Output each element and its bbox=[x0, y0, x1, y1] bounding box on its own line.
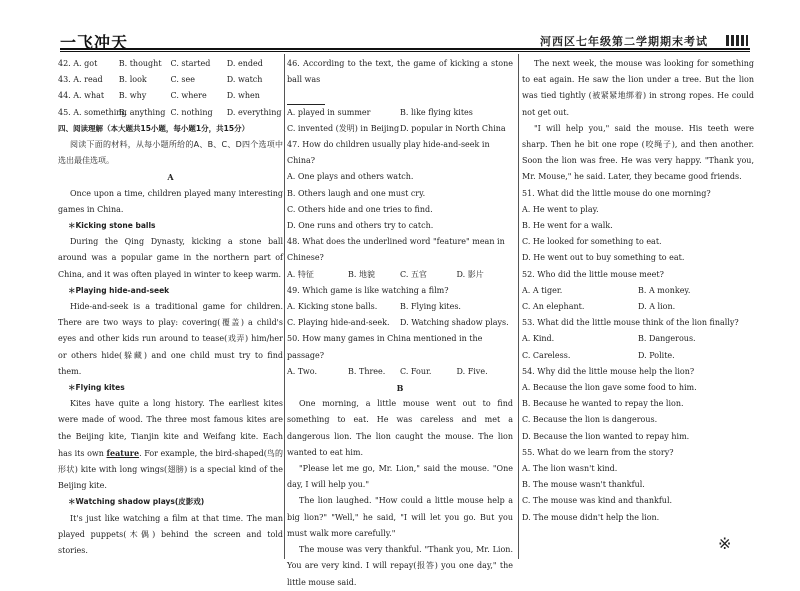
option-d: D. Because the lion wanted to repay him. bbox=[522, 431, 690, 441]
option-c: C. nothing bbox=[170, 107, 213, 117]
option-b: B. anything bbox=[118, 107, 166, 117]
options-row bbox=[287, 105, 513, 121]
story-paragraph: The mouse was very thankful. "Thank you, Mr. Lion. You are very kind. I will repay(报答) you one day," the little mouse said. bbox=[287, 545, 513, 587]
kites-text: Kites have quite a long history. The earliest kites were made of wood. The three most famous kites are the Beijing kite, Tianjin kite and Weifang kite. Each has its own bbox=[58, 399, 283, 458]
option-a: 42. A. got bbox=[58, 59, 98, 68]
option-d: D. ended bbox=[226, 59, 263, 68]
answer-blank bbox=[287, 88, 513, 104]
question-53: 53. What did the little mouse think of the lion finally? bbox=[522, 318, 739, 328]
brand-logo: 一飞冲天 bbox=[60, 33, 129, 52]
question-52: 52. Who did the little mouse meet? bbox=[522, 269, 664, 279]
option-a: A. He went to play. bbox=[522, 204, 599, 214]
options-row bbox=[287, 315, 513, 331]
underlined-word: feature bbox=[106, 447, 140, 458]
option-b: B. The mouse wasn't thankful. bbox=[522, 480, 645, 490]
exam-title: 河西区七年级第二学期期末考试 bbox=[540, 35, 708, 48]
options-row bbox=[522, 348, 754, 364]
option-d: D. He went out to buy something to eat. bbox=[522, 253, 685, 263]
option-b: B. look bbox=[118, 75, 147, 85]
option-d: D. One runs and others try to catch. bbox=[287, 221, 434, 231]
option-c: C. see bbox=[170, 75, 195, 85]
option-c: C. 五官 bbox=[399, 269, 427, 279]
option-c: C. Playing hide-and-seek. bbox=[287, 318, 390, 328]
question-55: 55. What do we learn from the story? bbox=[522, 447, 674, 457]
option-d: D. 影片 bbox=[456, 269, 484, 279]
subheading-kicking: ＊Kicking stone balls bbox=[68, 221, 156, 231]
subheading-shadow: ＊Watching shadow plays(皮影戏) bbox=[68, 497, 205, 507]
story-paragraph: The lion laughed. "How could a little mouse help a big lion?" "Well," he said, "I will let you go. But you must walk more carefully." bbox=[287, 496, 513, 538]
option-b: B. Because he wanted to repay the lion. bbox=[522, 399, 684, 409]
option-a: A. played in summer bbox=[287, 107, 371, 117]
option-d: D. Five. bbox=[456, 366, 488, 376]
option-a: A. Because the lion gave some food to him. bbox=[522, 383, 697, 393]
question-49: 49. Which game is like watching a film? bbox=[287, 285, 449, 295]
question-47: 47. How do children usually play hide-and-seek in China? bbox=[287, 140, 490, 166]
option-d: D. Watching shadow plays. bbox=[400, 318, 509, 328]
option-a: 43. A. read bbox=[58, 75, 103, 85]
option-c: C. where bbox=[170, 91, 207, 101]
section-instructions: 阅读下面的材料，从每小题所给的A、B、C、D四个选项中选出最佳选项。 bbox=[58, 140, 283, 166]
passage-label: A bbox=[167, 172, 174, 183]
option-b: B. why bbox=[118, 91, 147, 101]
header-rule bbox=[60, 48, 750, 50]
question-50: 50. How many games in China mentioned in the passage? bbox=[287, 334, 483, 360]
options-row bbox=[522, 283, 754, 299]
kites-text: . For example, the bird-shaped(鸟的形状) kite with long wings(翅膀) is a special kind of the Beijing kite. bbox=[58, 448, 283, 491]
section-title: 四、阅读理解（本大题共15小题，每小题1分，共15分） bbox=[58, 123, 250, 133]
option-b: B. 地貌 bbox=[348, 269, 375, 279]
option-c: C. The mouse was kind and thankful. bbox=[522, 496, 673, 506]
subheading-kites: ＊Flying kites bbox=[68, 383, 125, 393]
option-d: D. The mouse didn't help the lion. bbox=[522, 512, 660, 522]
header-pattern-icon bbox=[726, 35, 748, 46]
choice-row bbox=[58, 56, 283, 72]
option-d: D. popular in North China bbox=[400, 123, 506, 133]
column-divider bbox=[284, 54, 285, 559]
option-c: C. He looked for something to eat. bbox=[522, 237, 662, 247]
option-d: D. watch bbox=[226, 75, 263, 85]
options-row bbox=[522, 331, 754, 347]
header-rule-thin bbox=[60, 51, 750, 52]
paragraph-hide: Hide-and-seek is a traditional game for children. There are two ways to play: covering(覆盖) a child's eyes and other kids run around to tease(戏弄) him/her or others hide(躲藏) and one child must try to find them. bbox=[58, 302, 283, 376]
option-a: A. 特征 bbox=[287, 269, 314, 279]
column-divider bbox=[518, 54, 519, 559]
option-b: B. Three. bbox=[348, 366, 386, 376]
option-b: B. A monkey. bbox=[638, 285, 691, 295]
option-b: B. thought bbox=[118, 59, 162, 68]
option-c: C. Others hide and one tries to find. bbox=[287, 204, 433, 214]
options-row bbox=[522, 299, 754, 315]
question-48: 48. What does the underlined word "feature" mean in Chinese? bbox=[287, 237, 505, 263]
option-d: D. Polite. bbox=[638, 350, 675, 360]
option-c: C. Four. bbox=[399, 366, 432, 376]
column-right bbox=[522, 56, 754, 526]
options-row bbox=[287, 364, 513, 380]
story-paragraph: "I will help you," said the mouse. His teeth were sharp. Then he bit one rope (咬绳子), and then another. Soon the lion was free. He was very happy. "Thank you, Mr. Mouse," he said. Later, they became good friends. bbox=[522, 123, 754, 182]
option-b: B. Others laugh and one must cry. bbox=[287, 188, 426, 198]
question-51: 51. What did the little mouse do one morning? bbox=[522, 188, 711, 198]
passage-intro: Once upon a time, children played many interesting games in China. bbox=[58, 188, 283, 214]
options-row bbox=[287, 121, 513, 137]
decoration-star-icon: ※ bbox=[718, 534, 732, 553]
option-c: C. Because the lion is dangerous. bbox=[522, 415, 658, 425]
option-c: C. An elephant. bbox=[522, 302, 585, 312]
option-b: B. like flying kites bbox=[400, 107, 473, 117]
paragraph-kicking: During the Qing Dynasty, kicking a stone ball around was a popular game in the northern part of China, and it was often played in winter to keep warm. bbox=[58, 237, 283, 279]
option-c: C. invented (发明) in Beijing bbox=[287, 123, 400, 133]
option-c: C. Careless. bbox=[522, 350, 571, 360]
option-a: 45. A. something bbox=[58, 107, 127, 117]
question-54: 54. Why did the little mouse help the lion? bbox=[522, 366, 695, 376]
option-d: D. everything bbox=[226, 107, 282, 117]
option-a: A. A tiger. bbox=[522, 285, 563, 295]
option-a: 44. A. what bbox=[58, 91, 105, 101]
option-c: C. started bbox=[170, 59, 211, 68]
story-paragraph: One morning, a little mouse went out to find something to eat. He was careless and met a dangerous lion. The lion caught the mouse. The lion wanted to eat him. bbox=[287, 399, 513, 457]
paragraph-kites bbox=[58, 396, 283, 494]
story-paragraph: The next week, the mouse was looking for something to eat again. He saw the lion under a tree. But the lion was tied tightly (被紧紧地绑着) in strong ropes. He could not get out. bbox=[522, 59, 754, 117]
question-46 bbox=[287, 56, 513, 88]
options-row bbox=[287, 299, 513, 315]
choice-row bbox=[58, 72, 283, 88]
paragraph-shadow: It's just like watching a film at that time. The man played puppets(木偶) behind the screen and told stories. bbox=[58, 513, 283, 556]
page-header bbox=[0, 0, 800, 50]
column-left bbox=[58, 56, 283, 559]
choice-row bbox=[58, 105, 283, 121]
option-a: A. Kind. bbox=[522, 334, 555, 344]
option-a: A. Kicking stone balls. bbox=[287, 302, 378, 312]
option-b: B. Flying kites. bbox=[400, 302, 461, 312]
option-a: A. The lion wasn't kind. bbox=[522, 464, 618, 474]
column-middle bbox=[287, 56, 513, 591]
option-a: A. Two. bbox=[287, 366, 317, 376]
subheading-hide: ＊Playing hide-and-seek bbox=[68, 285, 170, 295]
option-d: D. when bbox=[226, 91, 260, 101]
option-a: A. One plays and others watch. bbox=[287, 172, 414, 182]
question-text: 46. According to the text, the game of kicking a stone ball was bbox=[287, 59, 513, 85]
option-b: B. Dangerous. bbox=[638, 334, 696, 344]
options-row bbox=[287, 267, 513, 283]
option-b: B. He went for a walk. bbox=[522, 221, 613, 231]
blank-line bbox=[287, 96, 325, 105]
story-paragraph: "Please let me go, Mr. Lion," said the mouse. "One day, I will help you." bbox=[287, 464, 513, 490]
option-d: D. A lion. bbox=[638, 302, 676, 312]
passage-label: B bbox=[396, 383, 404, 394]
choice-row bbox=[58, 88, 283, 104]
